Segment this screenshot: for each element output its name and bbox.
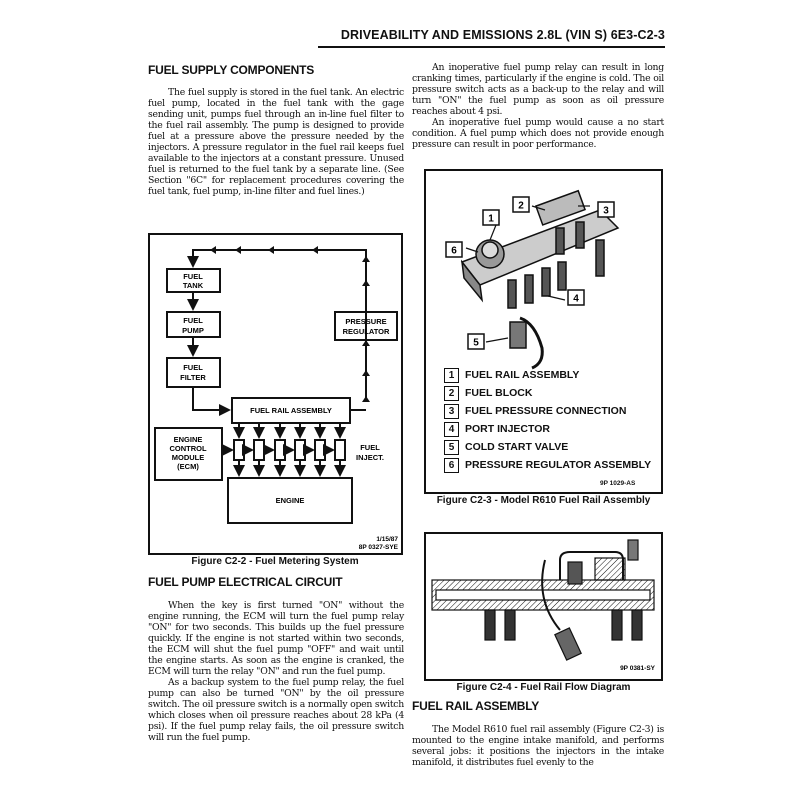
figure-c2-4-caption: Figure C2-4 - Fuel Rail Flow Diagram	[456, 682, 631, 693]
legend-number: 6	[444, 458, 459, 473]
figure-code: 8P 0327-SYE	[358, 544, 398, 551]
ecm-label: ENGINE	[173, 435, 203, 444]
paragraph: The fuel supply is stored in the fuel tank. An electric fuel pump, located in the fuel tank with the gage sending unit, pumps fuel through an in-line fuel filter to the fuel rail assembly. The pump is designed to provide fuel at a pressure above the pressure needed by the injectors. A pressure regulator in the fuel rail keeps fuel available to the injectors at a constant pressure. Unused fuel is returned to the fuel tank by a separate line. (See Section "6C" for replacement procedures covering the fuel tank, fuel pump, in-line filter and fuel lines.)	[148, 87, 404, 197]
figure-date: 1/15/87	[376, 536, 398, 543]
fuel-inject-label: FUEL	[360, 443, 380, 452]
injector	[254, 440, 264, 460]
callout-number: 6	[451, 245, 457, 257]
legend-label: FUEL BLOCK	[465, 387, 533, 399]
section-heading-electrical-circuit: FUEL PUMP ELECTRICAL CIRCUIT	[148, 575, 343, 589]
legend-item	[444, 438, 651, 456]
fuel-rail-text	[412, 724, 664, 768]
legend-label: COLD START VALVE	[465, 441, 569, 453]
injector	[295, 440, 305, 460]
legend-label: FUEL PRESSURE CONNECTION	[465, 405, 627, 417]
pressure-regulator-label: PRESSURE	[345, 317, 387, 326]
fuel-inject-label-2: INJECT.	[356, 453, 384, 462]
legend-number: 1	[444, 368, 459, 383]
legend-item	[444, 384, 651, 402]
figure-c2-2-caption: Figure C2-2 - Fuel Metering System	[191, 556, 359, 567]
paragraph: As a backup system to the fuel pump relay, the fuel pump can also be turned "ON" by the oil pressure switch. The oil pressure switch is a normally open switch which closes when oil pressure reaches about 28 kPa (4 psi). If the fuel pump relay fails, the oil pressure switch will run the fuel pump.	[148, 677, 404, 743]
paragraph: The Model R610 fuel rail assembly (Figure C2-3) is mounted to the engine intake manifold, and performs several jobs: it positions the injectors in the intake manifold, it distributes fuel evenly to the	[412, 724, 664, 768]
engine-label: ENGINE	[275, 496, 305, 505]
fuel-rail-label: FUEL RAIL ASSEMBLY	[250, 406, 332, 415]
ecm-label-3: MODULE	[171, 453, 205, 462]
injector	[234, 440, 244, 460]
paragraph: An inoperative fuel pump would cause a no start condition. A fuel pump which does not provide enough pressure can result in poor performance.	[412, 117, 664, 150]
figure-c2-4-code: 9P 0381-SY	[620, 665, 655, 672]
pressure-regulator-label-2: REGULATOR	[342, 327, 390, 336]
callout-number: 5	[473, 337, 479, 349]
legend-item	[444, 456, 651, 474]
fuel-rail-flow-illustration	[432, 540, 654, 660]
legend-label: FUEL RAIL ASSEMBLY	[465, 369, 580, 381]
ecm-label-2: CONTROL	[169, 444, 207, 453]
injector	[275, 440, 285, 460]
callout-number: 4	[573, 293, 579, 305]
callout-number: 2	[518, 200, 524, 212]
fuel-tank-label-2: TANK	[182, 281, 204, 290]
electrical-circuit-text	[148, 600, 404, 743]
paragraph: An inoperative fuel pump relay can result in long cranking times, particularly if the engine is cold. The oil pressure switch acts as a back-up to the relay and will turn "ON" the fuel pump as soon as oil pressure reaches about 4 psi.	[412, 62, 664, 117]
fuel-tank-label: FUEL	[183, 272, 203, 281]
section-heading-fuel-supply: FUEL SUPPLY COMPONENTS	[148, 63, 315, 77]
legend-number: 3	[444, 404, 459, 419]
legend-item	[444, 366, 651, 384]
relay-text	[412, 62, 664, 150]
legend-number: 4	[444, 422, 459, 437]
legend-number: 2	[444, 386, 459, 401]
callout-number: 3	[603, 205, 609, 217]
legend-label: PORT INJECTOR	[465, 423, 550, 435]
fuel-pump-label-2: PUMP	[182, 326, 204, 335]
callout-number: 1	[488, 213, 494, 225]
legend-item	[444, 402, 651, 420]
page-header: DRIVEABILITY AND EMISSIONS 2.8L (VIN S) 6E3-C2-3	[318, 28, 665, 48]
section-heading-fuel-rail: FUEL RAIL ASSEMBLY	[412, 699, 540, 713]
injector	[335, 440, 345, 460]
legend-number: 5	[444, 440, 459, 455]
injector	[315, 440, 325, 460]
figure-c2-3-code: 9P 1029-AS	[600, 480, 636, 487]
ecm-label-4: (ECM)	[177, 462, 199, 471]
figure-c2-3-caption: Figure C2-3 - Model R610 Fuel Rail Assembly	[436, 495, 651, 506]
fuel-pump-label: FUEL	[183, 316, 203, 325]
legend-item	[444, 420, 651, 438]
paragraph: When the key is first turned "ON" without the engine running, the ECM will turn the fuel pump relay "ON" for two seconds. This builds up the fuel pressure quickly. If the engine is not started within two seconds, the ECM will shut the fuel pump "OFF" and wait until the engine starts. As soon as the engine is cranked, the ECM will turn the relay "ON" and run the fuel pump.	[148, 600, 404, 677]
fuel-filter-label: FUEL	[183, 363, 203, 372]
legend-label: PRESSURE REGULATOR ASSEMBLY	[465, 459, 652, 471]
fuel-filter-label-2: FILTER	[180, 373, 206, 382]
figure-c2-3-legend	[444, 366, 651, 474]
